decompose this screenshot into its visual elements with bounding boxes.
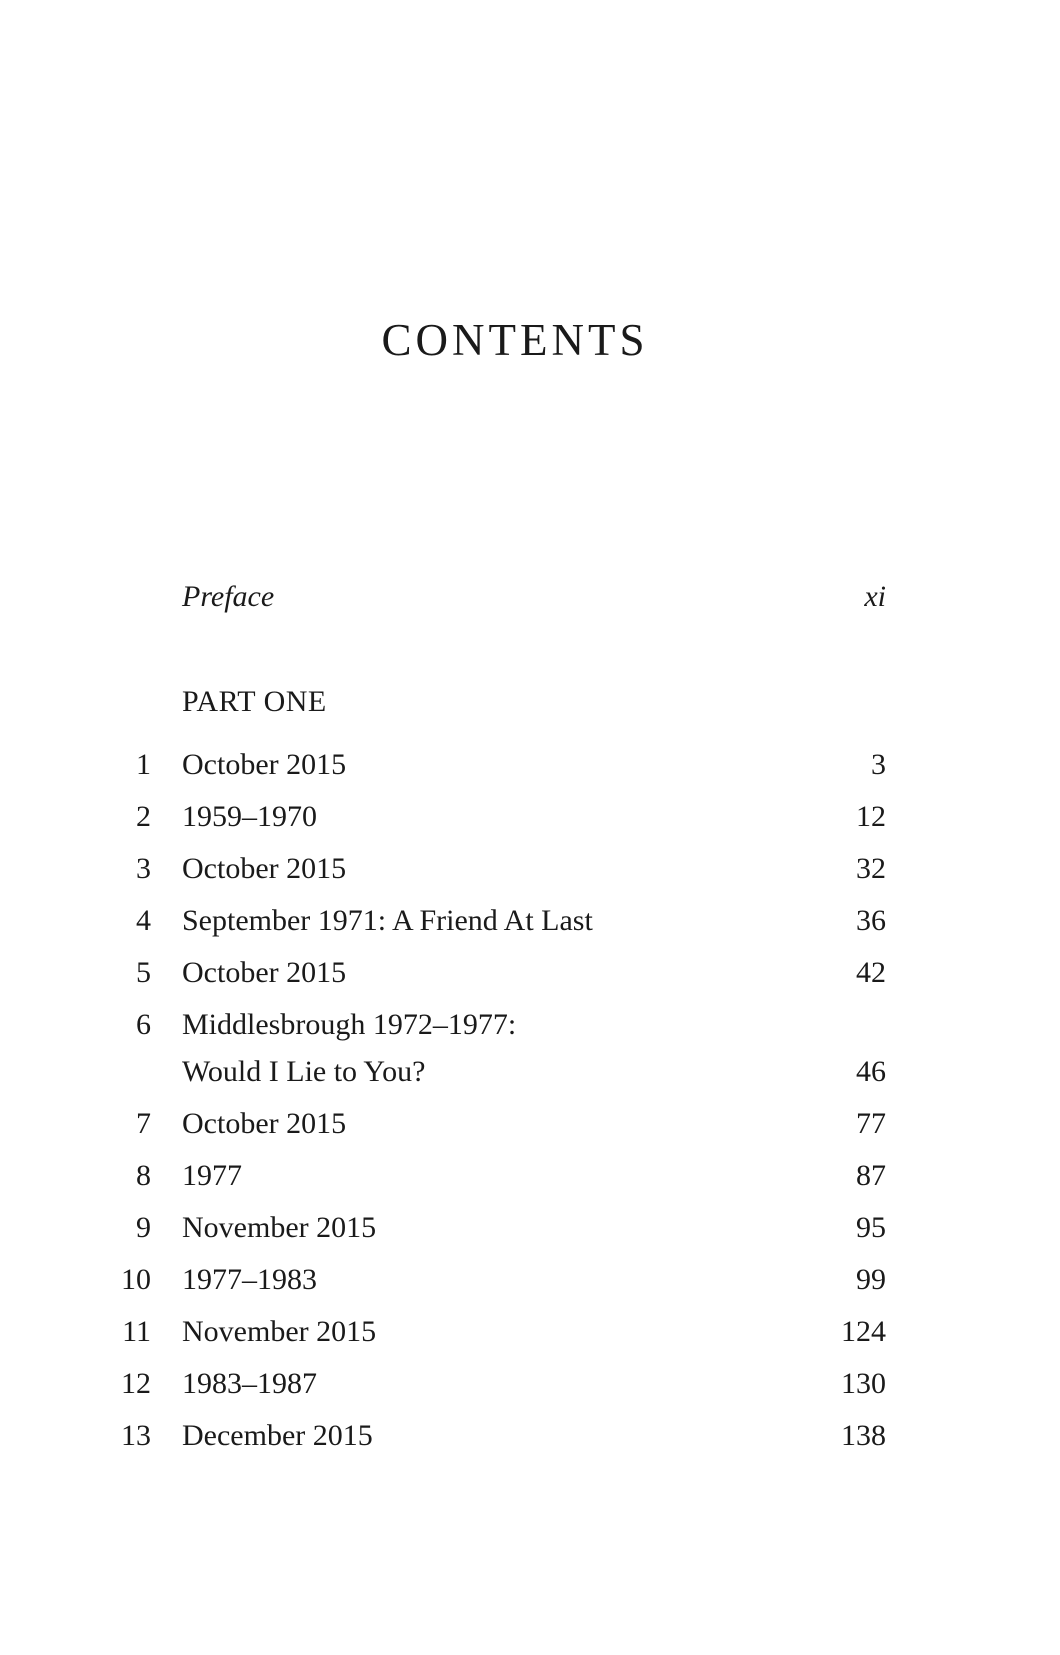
toc-entry[interactable] [0, 1416, 1060, 1456]
chapter-page: 77 [856, 1107, 886, 1140]
chapter-title: October 2015 [182, 748, 347, 781]
chapter-page: 3 [871, 748, 886, 781]
toc-entry[interactable] [0, 1156, 1060, 1196]
chapter-number: 7 [136, 1107, 151, 1140]
chapter-number: 9 [136, 1211, 151, 1244]
chapter-page: 12 [856, 800, 886, 833]
chapter-title: Middlesbrough 1972–1977: [182, 1008, 517, 1041]
toc-entry[interactable] [0, 1260, 1060, 1300]
chapter-title: 1977–1983 [182, 1263, 317, 1296]
chapter-page: 130 [841, 1367, 886, 1400]
page-title: CONTENTS [381, 315, 649, 365]
chapter-number: 8 [136, 1159, 151, 1192]
chapter-title: 1983–1987 [182, 1367, 317, 1400]
chapter-title: September 1971: A Friend At Last [182, 904, 593, 937]
toc-entry[interactable] [0, 849, 1060, 889]
chapter-title: 1977 [182, 1159, 242, 1192]
chapter-title: October 2015 [182, 956, 347, 989]
chapter-page: 124 [841, 1315, 886, 1348]
toc-entry[interactable] [0, 1364, 1060, 1404]
toc-entry-continuation[interactable] [0, 1052, 1060, 1092]
toc-entry[interactable] [0, 1208, 1060, 1248]
chapter-page: 42 [856, 956, 886, 989]
part-heading: PART ONE [182, 685, 327, 718]
toc-entry-page: xi [864, 580, 886, 613]
toc-entry[interactable] [0, 953, 1060, 993]
chapter-number: 4 [136, 904, 151, 937]
chapter-number: 13 [121, 1419, 151, 1452]
chapter-title: 1959–1970 [182, 800, 317, 833]
toc-entry[interactable] [0, 745, 1060, 785]
chapter-page: 87 [856, 1159, 886, 1192]
toc-entry[interactable] [0, 1312, 1060, 1352]
chapter-title: November 2015 [182, 1315, 377, 1348]
chapter-page: 46 [856, 1055, 886, 1088]
chapter-page: 99 [856, 1263, 886, 1296]
chapter-number: 12 [121, 1367, 151, 1400]
toc-entry-title: Preface [182, 580, 275, 613]
toc-entry[interactable] [0, 1104, 1060, 1144]
toc-entry[interactable] [0, 1005, 1060, 1045]
chapter-number: 10 [121, 1263, 151, 1296]
chapter-page: 36 [856, 904, 886, 937]
chapter-title: October 2015 [182, 1107, 347, 1140]
chapter-page: 32 [856, 852, 886, 885]
chapter-title: December 2015 [182, 1419, 373, 1452]
chapter-number: 5 [136, 956, 151, 989]
chapter-number: 2 [136, 800, 151, 833]
chapter-page: 138 [841, 1419, 886, 1452]
chapter-title: November 2015 [182, 1211, 377, 1244]
chapter-title-line2: Would I Lie to You? [182, 1055, 426, 1088]
toc-entry[interactable] [0, 797, 1060, 837]
chapter-number: 3 [136, 852, 151, 885]
chapter-number: 1 [136, 748, 151, 781]
chapter-page: 95 [856, 1211, 886, 1244]
chapter-number: 6 [136, 1008, 151, 1041]
toc-entry[interactable] [0, 901, 1060, 941]
chapter-title: October 2015 [182, 852, 347, 885]
toc-entry-preface[interactable] [0, 577, 1060, 617]
chapter-number: 11 [122, 1315, 151, 1348]
